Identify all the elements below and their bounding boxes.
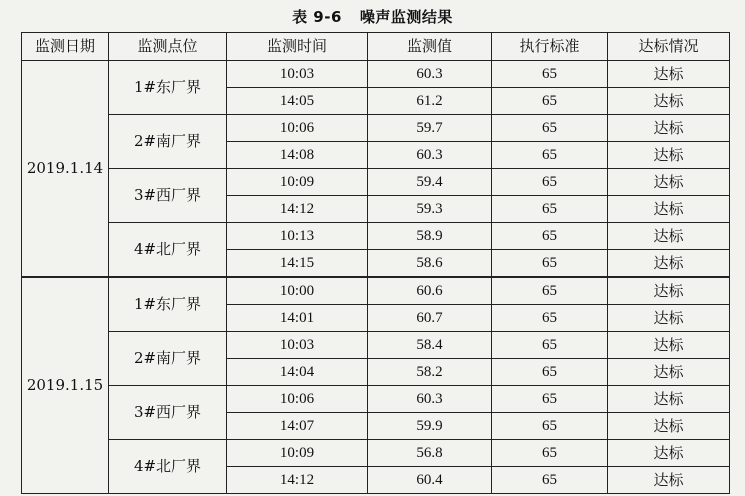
- value-cell: 59.9: [368, 413, 492, 440]
- table-number: 表 9-6: [292, 8, 342, 26]
- value-cell: 59.7: [368, 115, 492, 142]
- value-cell: 60.4: [368, 467, 492, 494]
- standard-cell: 65: [492, 277, 608, 305]
- value-cell: 59.3: [368, 196, 492, 223]
- location-cell: 2#南厂界: [109, 115, 227, 169]
- table-title: 噪声监测结果: [359, 8, 453, 26]
- time-cell: 10:09: [227, 169, 368, 196]
- table-row: [22, 115, 730, 142]
- result-cell: 达标: [608, 305, 730, 332]
- header-time: 监测时间: [227, 33, 368, 61]
- time-cell: 14:04: [227, 359, 368, 386]
- result-cell: 达标: [608, 223, 730, 250]
- time-cell: 10:03: [227, 332, 368, 359]
- standard-cell: 65: [492, 88, 608, 115]
- value-cell: 58.9: [368, 223, 492, 250]
- noise-monitoring-table: [21, 32, 730, 494]
- result-cell: 达标: [608, 61, 730, 88]
- result-cell: 达标: [608, 88, 730, 115]
- time-cell: 10:06: [227, 386, 368, 413]
- time-cell: 10:03: [227, 61, 368, 88]
- table-row: [22, 169, 730, 196]
- time-cell: 14:08: [227, 142, 368, 169]
- value-cell: 60.6: [368, 277, 492, 305]
- time-cell: 14:05: [227, 88, 368, 115]
- time-cell: 10:06: [227, 115, 368, 142]
- location-cell: 1#东厂界: [109, 277, 227, 332]
- header-result: 达标情况: [608, 33, 730, 61]
- value-cell: 61.2: [368, 88, 492, 115]
- result-cell: 达标: [608, 440, 730, 467]
- table-body: [22, 61, 730, 494]
- standard-cell: 65: [492, 61, 608, 88]
- header-row: [22, 33, 730, 61]
- result-cell: 达标: [608, 413, 730, 440]
- value-cell: 58.4: [368, 332, 492, 359]
- standard-cell: 65: [492, 196, 608, 223]
- result-cell: 达标: [608, 250, 730, 278]
- standard-cell: 65: [492, 223, 608, 250]
- location-cell: 1#东厂界: [109, 61, 227, 115]
- standard-cell: 65: [492, 142, 608, 169]
- standard-cell: 65: [492, 115, 608, 142]
- result-cell: 达标: [608, 386, 730, 413]
- result-cell: 达标: [608, 277, 730, 305]
- date-cell: 2019.1.14: [22, 61, 109, 278]
- location-cell: 4#北厂界: [109, 223, 227, 278]
- value-cell: 60.3: [368, 386, 492, 413]
- value-cell: 59.4: [368, 169, 492, 196]
- standard-cell: 65: [492, 386, 608, 413]
- table-caption: [0, 6, 745, 27]
- result-cell: 达标: [608, 169, 730, 196]
- time-cell: 14:07: [227, 413, 368, 440]
- standard-cell: 65: [492, 169, 608, 196]
- standard-cell: 65: [492, 413, 608, 440]
- time-cell: 10:13: [227, 223, 368, 250]
- result-cell: 达标: [608, 142, 730, 169]
- standard-cell: 65: [492, 359, 608, 386]
- result-cell: 达标: [608, 467, 730, 494]
- table-row: [22, 440, 730, 467]
- header-date: 监测日期: [22, 33, 109, 61]
- time-cell: 14:12: [227, 196, 368, 223]
- time-cell: 10:00: [227, 277, 368, 305]
- table-row: [22, 223, 730, 250]
- value-cell: 60.3: [368, 142, 492, 169]
- location-cell: 2#南厂界: [109, 332, 227, 386]
- table-row: [22, 61, 730, 88]
- value-cell: 58.6: [368, 250, 492, 278]
- time-cell: 14:15: [227, 250, 368, 278]
- value-cell: 58.2: [368, 359, 492, 386]
- result-cell: 达标: [608, 332, 730, 359]
- header-standard: 执行标准: [492, 33, 608, 61]
- location-cell: 3#西厂界: [109, 169, 227, 223]
- header-value: 监测值: [368, 33, 492, 61]
- table-row: [22, 332, 730, 359]
- time-cell: 14:12: [227, 467, 368, 494]
- table-row: [22, 277, 730, 305]
- standard-cell: 65: [492, 467, 608, 494]
- value-cell: 60.3: [368, 61, 492, 88]
- standard-cell: 65: [492, 250, 608, 278]
- header-location: 监测点位: [109, 33, 227, 61]
- result-cell: 达标: [608, 115, 730, 142]
- standard-cell: 65: [492, 332, 608, 359]
- result-cell: 达标: [608, 359, 730, 386]
- value-cell: 56.8: [368, 440, 492, 467]
- date-cell: 2019.1.15: [22, 277, 109, 494]
- location-cell: 3#西厂界: [109, 386, 227, 440]
- table-row: [22, 386, 730, 413]
- standard-cell: 65: [492, 305, 608, 332]
- time-cell: 14:01: [227, 305, 368, 332]
- value-cell: 60.7: [368, 305, 492, 332]
- result-cell: 达标: [608, 196, 730, 223]
- location-cell: 4#北厂界: [109, 440, 227, 494]
- time-cell: 10:09: [227, 440, 368, 467]
- standard-cell: 65: [492, 440, 608, 467]
